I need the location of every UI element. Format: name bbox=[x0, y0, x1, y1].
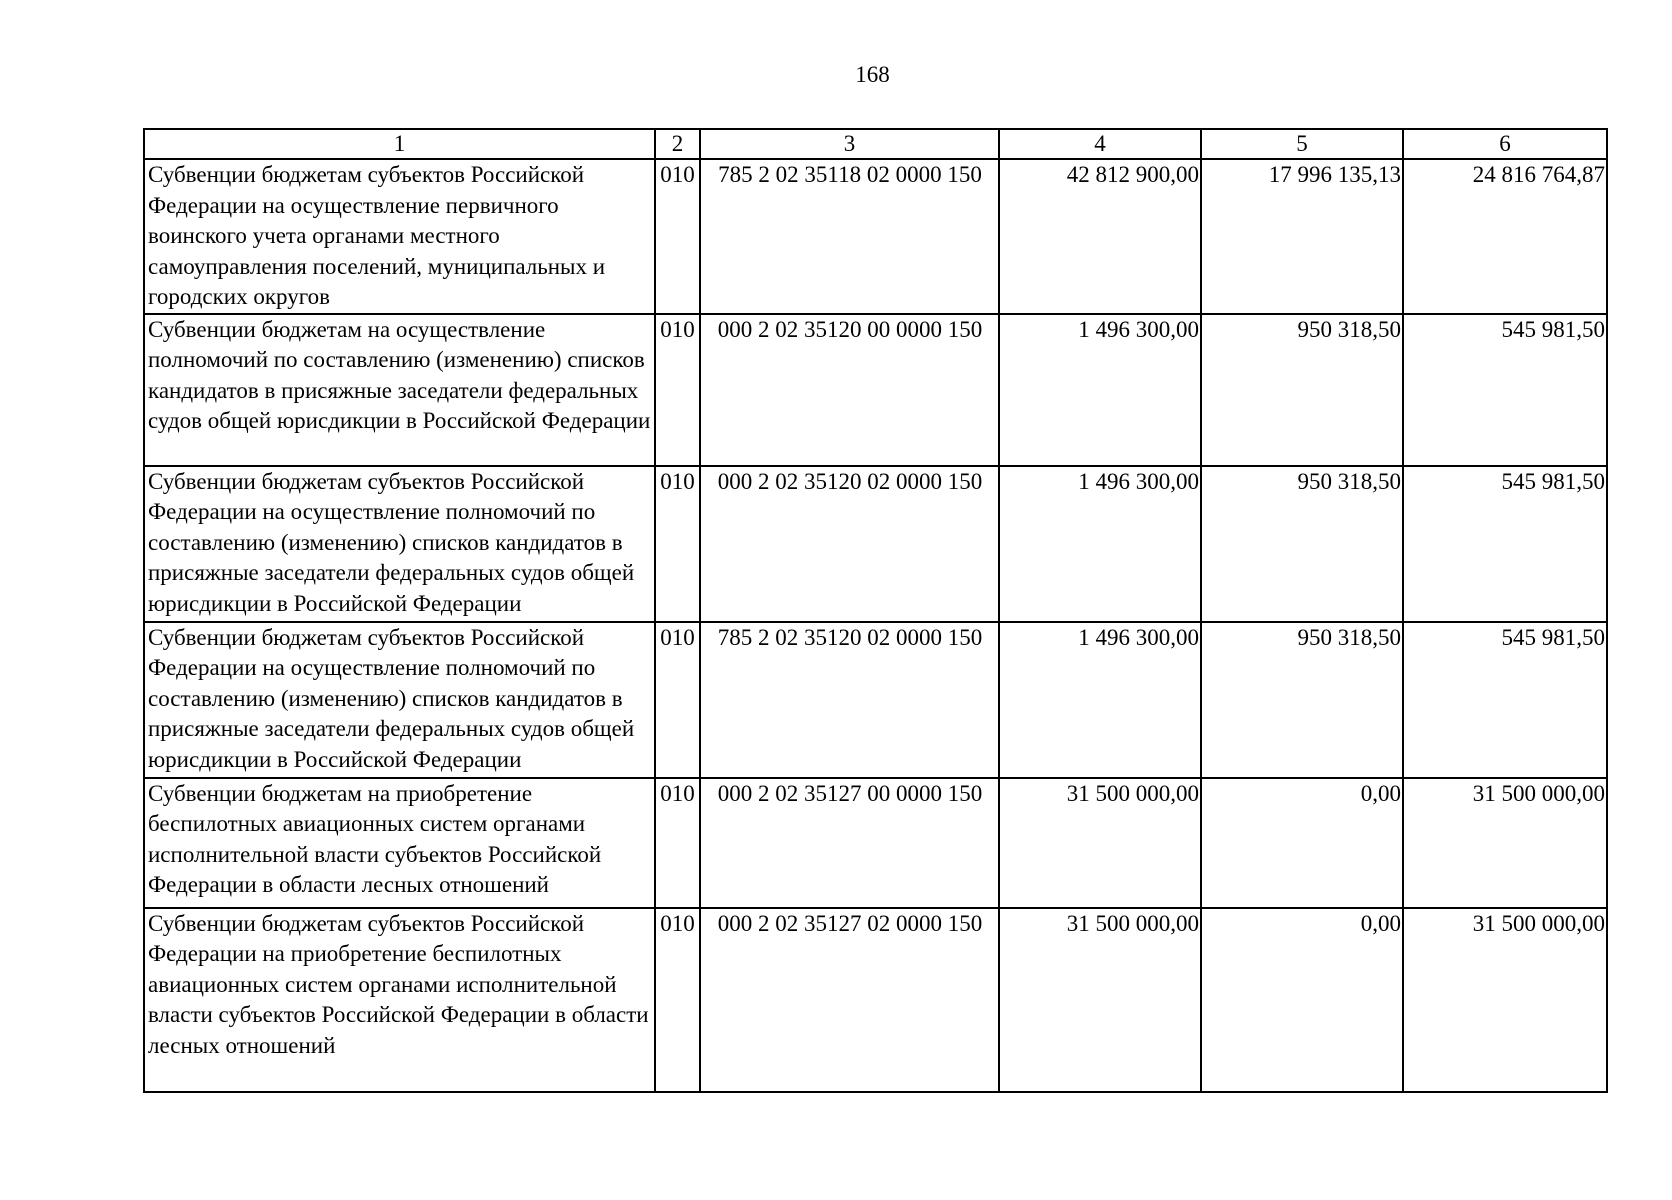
row-kbk-cell: 785 2 02 35118 02 0000 150 bbox=[700, 159, 999, 314]
table-header-row bbox=[144, 129, 1607, 159]
row-col5-cell: 950 318,50 bbox=[1201, 314, 1403, 466]
column-header: 1 bbox=[144, 129, 655, 159]
row-name-cell: Субвенции бюджетам на осуществление полномочий по составлению (изменению) списков кандидатов в присяжные заседатели федеральных судов общей юрисдикции в Российской Федерации bbox=[144, 314, 655, 466]
column-header: 2 bbox=[655, 129, 700, 159]
column-header: 4 bbox=[999, 129, 1201, 159]
row-kbk-cell: 000 2 02 35127 00 0000 150 bbox=[700, 778, 999, 908]
row-col5-cell: 0,00 bbox=[1201, 778, 1403, 908]
page-number: 168 bbox=[855, 62, 890, 87]
row-name-cell: Субвенции бюджетам на приобретение беспилотных авиационных систем органами исполнительной власти субъектов Российской Федерации в области лесных отношений bbox=[144, 778, 655, 908]
row-col6-cell: 31 500 000,00 bbox=[1403, 778, 1607, 908]
row-col5-cell: 950 318,50 bbox=[1201, 466, 1403, 622]
table-row bbox=[144, 314, 1607, 466]
row-col6-cell: 545 981,50 bbox=[1403, 466, 1607, 622]
row-col6-cell: 545 981,50 bbox=[1403, 622, 1607, 778]
row-col6-cell: 545 981,50 bbox=[1403, 314, 1607, 466]
budget-table bbox=[143, 128, 1608, 1093]
row-name-cell: Субвенции бюджетам субъектов Российской Федерации на осуществление полномочий по составлению (изменению) списков кандидатов в присяжные заседатели федеральных судов общей юрисдикции в Российской Федерации bbox=[144, 622, 655, 778]
row-code-cell: 010 bbox=[655, 466, 700, 622]
row-kbk-cell: 000 2 02 35120 00 0000 150 bbox=[700, 314, 999, 466]
row-code-cell: 010 bbox=[655, 778, 700, 908]
row-name-cell: Субвенции бюджетам субъектов Российской Федерации на осуществление полномочий по составлению (изменению) списков кандидатов в присяжные заседатели федеральных судов общей юрисдикции в Российской Федерации bbox=[144, 466, 655, 622]
row-col4-cell: 42 812 900,00 bbox=[999, 159, 1201, 314]
table-row bbox=[144, 466, 1607, 622]
row-col5-cell: 17 996 135,13 bbox=[1201, 159, 1403, 314]
row-code-cell: 010 bbox=[655, 908, 700, 1092]
table-row bbox=[144, 622, 1607, 778]
row-col4-cell: 31 500 000,00 bbox=[999, 778, 1201, 908]
row-col4-cell: 1 496 300,00 bbox=[999, 314, 1201, 466]
table-row bbox=[144, 908, 1607, 1092]
row-col6-cell: 24 816 764,87 bbox=[1403, 159, 1607, 314]
row-col4-cell: 1 496 300,00 bbox=[999, 466, 1201, 622]
row-col4-cell: 31 500 000,00 bbox=[999, 908, 1201, 1092]
row-col5-cell: 0,00 bbox=[1201, 908, 1403, 1092]
row-name-cell: Субвенции бюджетам субъектов Российской Федерации на осуществление первичного воинского учета органами местного самоуправления поселений, муниципальных и городских округов bbox=[144, 159, 655, 314]
row-col4-cell: 1 496 300,00 bbox=[999, 622, 1201, 778]
row-code-cell: 010 bbox=[655, 159, 700, 314]
row-code-cell: 010 bbox=[655, 314, 700, 466]
row-code-cell: 010 bbox=[655, 622, 700, 778]
row-kbk-cell: 785 2 02 35120 02 0000 150 bbox=[700, 622, 999, 778]
table-row bbox=[144, 159, 1607, 314]
row-kbk-cell: 000 2 02 35120 02 0000 150 bbox=[700, 466, 999, 622]
table-row bbox=[144, 778, 1607, 908]
row-col5-cell: 950 318,50 bbox=[1201, 622, 1403, 778]
column-header: 5 bbox=[1201, 129, 1403, 159]
column-header: 3 bbox=[700, 129, 999, 159]
column-header: 6 bbox=[1403, 129, 1607, 159]
row-col6-cell: 31 500 000,00 bbox=[1403, 908, 1607, 1092]
row-kbk-cell: 000 2 02 35127 02 0000 150 bbox=[700, 908, 999, 1092]
row-name-cell: Субвенции бюджетам субъектов Российской Федерации на приобретение беспилотных авиационных систем органами исполнительной власти субъектов Российской Федерации в области лесных отношений bbox=[144, 908, 655, 1092]
